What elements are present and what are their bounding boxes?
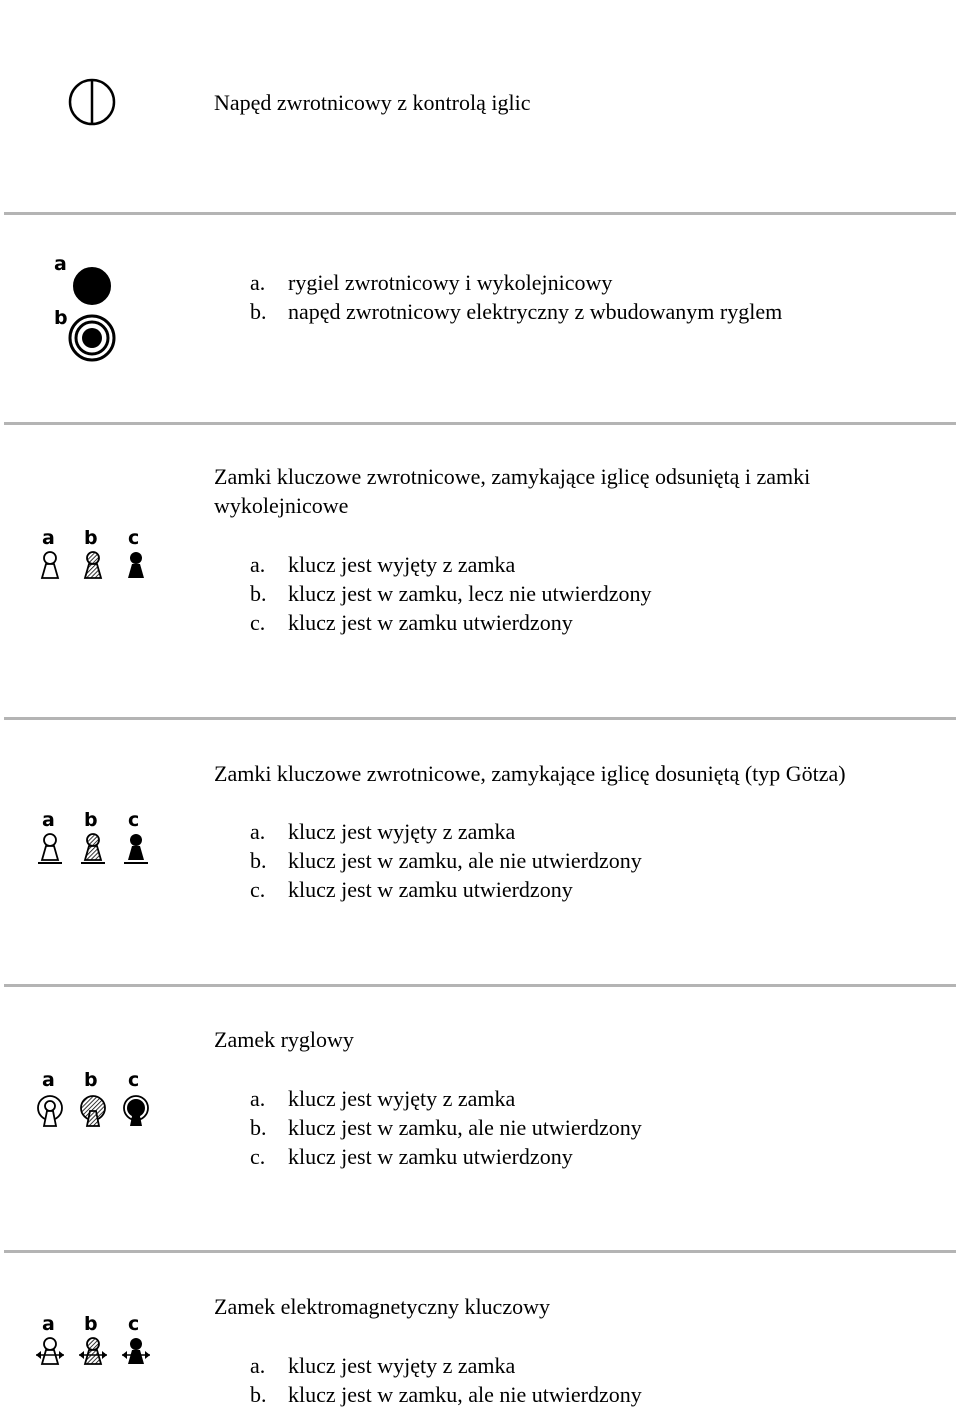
section-3-title-line2: wykolejnicowe <box>214 493 349 518</box>
section-3-item-b: b. klucz jest w zamku, lecz nie utwierdzony <box>250 581 652 606</box>
key-inserted-icon <box>79 1338 107 1364</box>
section-4-item-b: b. klucz jest w zamku, ale nie utwierdzony <box>250 848 642 873</box>
point-machine-bolt-icon <box>70 316 114 360</box>
symbol-label-a: a <box>42 527 55 549</box>
divider-4 <box>4 984 956 987</box>
symbol-label-b: b <box>84 1069 98 1091</box>
key-locked-icon <box>122 1338 150 1364</box>
section-4-item-a: a. klucz jest wyjęty z zamka <box>250 819 516 844</box>
gotz-lock-symbol-group <box>36 808 156 868</box>
point-machine-symbol <box>68 78 118 128</box>
symbol-label-c: c <box>128 1313 140 1335</box>
section-4-title: Zamki kluczowe zwrotnicowe, zamykające iglicę dosuniętą (typ Götza) <box>214 761 846 786</box>
section-6-item-a: a. klucz jest wyjęty z zamka <box>250 1353 516 1378</box>
electromagnetic-lock-symbol-group <box>32 1312 162 1372</box>
symbol-label-c: c <box>128 1069 140 1091</box>
key-locked-icon <box>124 1096 148 1126</box>
symbol-label-c: c <box>128 809 140 831</box>
section-2-item-b: b. napęd zwrotnicowy elektryczny z wbudowanym ryglem <box>250 299 783 324</box>
key-removed-icon <box>36 1338 64 1364</box>
section-5-item-b: b. klucz jest w zamku, ale nie utwierdzony <box>250 1115 642 1140</box>
symbol-label-a: a <box>54 253 67 275</box>
section-3-item-a: a. klucz jest wyjęty z zamka <box>250 552 516 577</box>
bolt-filled-circle-icon <box>74 268 110 304</box>
divider-3 <box>4 717 956 720</box>
key-removed-icon <box>38 1096 62 1126</box>
key-inserted-icon <box>81 834 105 863</box>
key-locked-icon <box>124 834 148 863</box>
key-inserted-icon <box>81 1096 105 1126</box>
symbol-label-b: b <box>84 809 98 831</box>
symbol-label-a: a <box>42 809 55 831</box>
section-3-item-c: c. klucz jest w zamku utwierdzony <box>250 610 573 635</box>
key-lock-symbol-group <box>36 526 156 586</box>
divider-5 <box>4 1250 956 1253</box>
section-6-title: Zamek elektromagnetyczny kluczowy <box>214 1294 550 1319</box>
bolt-symbol-group <box>52 252 124 364</box>
section-5-item-a: a. klucz jest wyjęty z zamka <box>250 1086 516 1111</box>
symbol-label-a: a <box>42 1313 55 1335</box>
bolt-lock-symbol-group <box>36 1068 156 1134</box>
section-5-title: Zamek ryglowy <box>214 1027 354 1052</box>
section-1-title: Napęd zwrotnicowy z kontrolą iglic <box>214 90 531 115</box>
symbol-label-b: b <box>54 307 68 329</box>
key-removed-icon <box>42 552 58 578</box>
key-inserted-icon <box>85 552 101 578</box>
section-6-item-b: b. klucz jest w zamku, ale nie utwierdzony <box>250 1382 642 1407</box>
section-3-title: Zamki kluczowe zwrotnicowe, zamykające iglicę odsuniętą i zamki <box>214 464 811 489</box>
key-removed-icon <box>38 834 62 863</box>
section-4-item-c: c. klucz jest w zamku utwierdzony <box>250 877 573 902</box>
section-2-item-a: a. rygiel zwrotnicowy i wykolejnicowy <box>250 270 613 295</box>
symbol-label-c: c <box>128 527 140 549</box>
divider-2 <box>4 422 956 425</box>
section-5-item-c: c. klucz jest w zamku utwierdzony <box>250 1144 573 1169</box>
symbol-label-b: b <box>84 1313 98 1335</box>
divider-1 <box>4 212 956 215</box>
key-locked-icon <box>128 552 144 578</box>
symbol-label-a: a <box>42 1069 55 1091</box>
symbol-label-b: b <box>84 527 98 549</box>
